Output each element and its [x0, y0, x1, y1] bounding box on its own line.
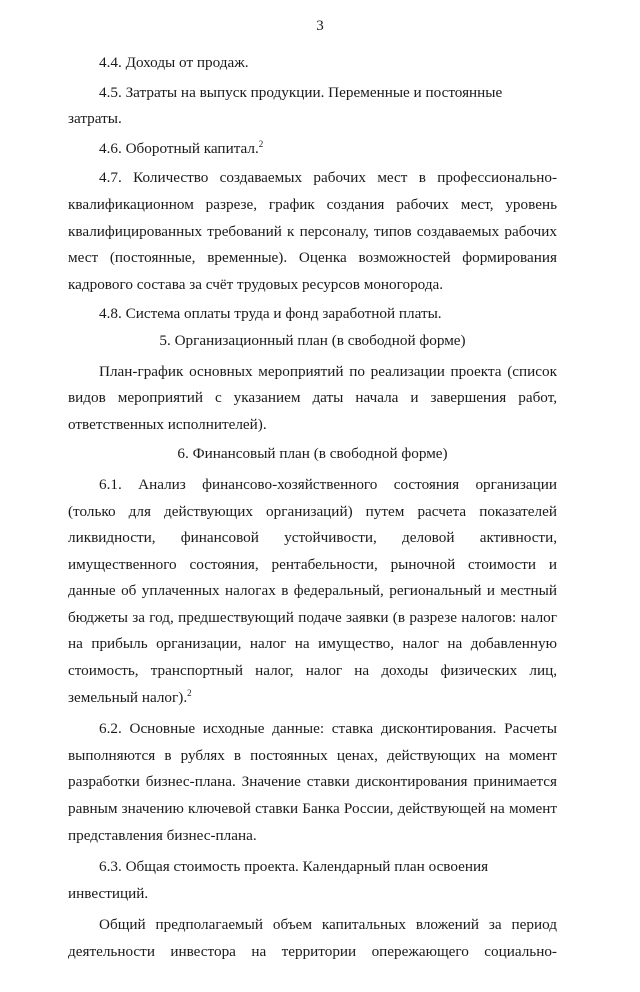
item-4-6: 4.6. Оборотный капитал.$^2$ [99, 138, 264, 157]
section-5-paragraph: План-график основных мероприятий по реализации проекта (список видов мероприятий с указанием даты начала и завершения работ, ответственных исполнителей). [68, 362, 557, 433]
item-4-5: 4.5. Затраты на выпуск продукции. Переменные и постоянные затраты. [68, 83, 503, 128]
item-4-7: 4.7. Количество создаваемых рабочих мест в профессионально-квалификационном разрезе, график создания рабочих мест, уровень квалифицированных требований к персоналу, типов создаваемых рабочих мест (постоянные, временные). Оценка возможностей формирования кадрового состава за счёт трудовых ресурсов моногорода. [68, 169, 557, 293]
page-number: 3 [316, 18, 324, 34]
item-4-8: 4.8. Система оплаты труда и фонд заработной платы. [99, 305, 442, 323]
section-heading-6: 6. Финансовый план (в свободной форме) [177, 445, 448, 463]
item-6-3: 6.3. Общая стоимость проекта. Календарный план освоения инвестиций. [68, 858, 489, 902]
item-6-2: 6.2. Основные исходные данные: ставка дисконтирования. Расчеты выполняются в рублях в постоянных ценах, действующих на момент разработки бизнес-плана. Значение ставки дисконтирования принимается равным значению ключевой ставки Банка России, действующей на момент представления бизнес-плана. [68, 720, 557, 844]
footnote-ref: 2 [258, 138, 264, 149]
section-heading-5: 5. Организационный план (в свободной форме) [159, 331, 466, 349]
footnote-ref: 2 [187, 687, 192, 698]
final-paragraph: Общий предполагаемый объем капитальных вложений за период деятельности инвестора на территории опережающего социально- [68, 916, 557, 960]
document-body [68, 50, 557, 992]
item-6-1: 6.1. Анализ финансово-хозяйственного состояния организации (только для действующих организаций) путем расчета показателей ликвидности, финансовой устойчивости, деловой активности, имущественного состояния, рентабельности, рыночной стоимости и данные об уплаченных налогах в федеральный, региональный и местный бюджеты за год, предшествующий подаче заявки (в разрезе налогов: налог на прибыль организации, налог на имущество, налог на добавленную стоимость, транспортный налог, налог на доходы физических лиц, земельный налог).$^2$ [68, 475, 557, 706]
item-4-4: 4.4. Доходы от продаж. [99, 54, 249, 71]
